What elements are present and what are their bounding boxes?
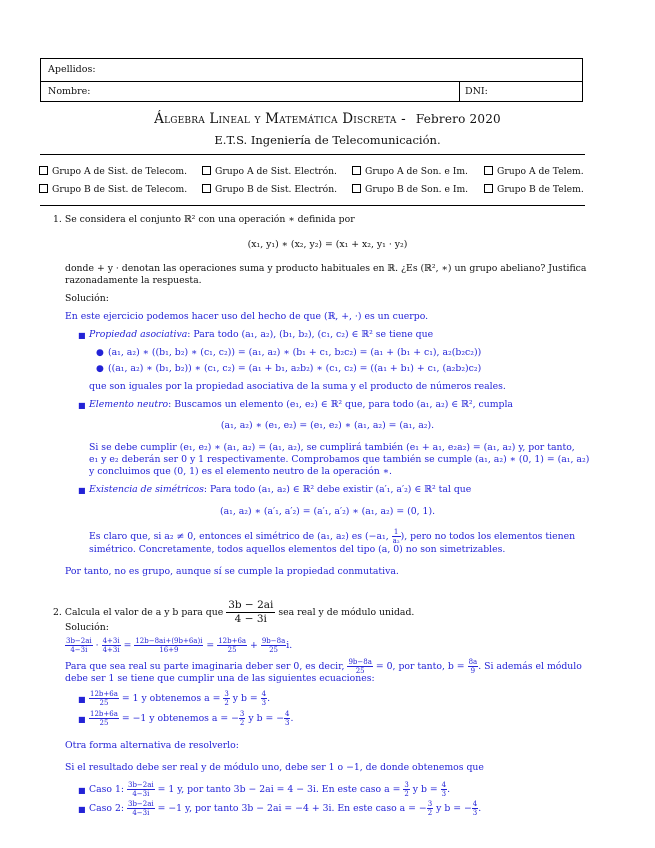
bullet-icon: ■: [78, 805, 86, 814]
course-title: Álgebra Lineal y Matemática Discreta -: [154, 111, 406, 127]
simetricos-p2: simétrico. Concretamente, todos aquellos elementos del tipo (a, 0) no son simetrizables.: [89, 544, 506, 555]
simetricos-p1: Es claro que, si a₂ ≠ 0, entonces el simétrico de (a₁, a₂) es (−a₁, $\frac{1}{\text{a₂}}$ ), pero no todos los elementos tienen: [89, 528, 576, 545]
checkbox-icon: [484, 184, 493, 193]
divider-top: [40, 154, 585, 155]
q2-p1: Para que sea real su parte imaginaria deber ser 0, es decir, $\frac{9b-8a}{25}$ = 0, por tanto, b = $\frac{8a}{9}$ . Si además el módulo: [65, 658, 582, 675]
bullet-icon: ■: [78, 715, 86, 724]
bullet-icon: ■: [78, 486, 86, 495]
q1-conclusion: Por tanto, no es grupo, aunque sí se cumple la propiedad conmutativa.: [65, 566, 399, 577]
simetricos-heading: Existencia de simétricos: Para todo (a₁, a₂) ∈ ℝ² debe existir (a′₁, a′₂) ∈ ℝ² tal que: [89, 484, 472, 495]
q2-main-fraction: $\frac{3b - 2ai}{4 - 3i}$: [228, 599, 274, 625]
checkbox-icon: [484, 166, 493, 175]
q1-question-l1: donde + y · denotan las operaciones suma y producto habituales en ℝ. ¿Es (ℝ², ∗) un grupo abeliano? Justifica: [65, 263, 587, 274]
q2-statement: 2. Calcula el valor de a y b para que $\frac{3b - 2ai}{4 - 3i}$ sea real y de módulo unidad.: [53, 599, 415, 625]
checkbox-icon: [39, 184, 48, 193]
q2-case1: Caso 1: $\frac{3b-2ai}{4-3i}$ = 1 y, por tanto 3b − 2ai = 4 − 3i. En este caso a = $\frac{3}{2}$ y b = $\frac{4}{3}$ .: [89, 781, 451, 798]
q2-alt2: Si el resultado debe ser real y de módulo uno, debe ser 1 o −1, de donde obtenemos que: [65, 762, 484, 773]
assoc-line-1: (a₁, a₂) ∗ ((b₁, b₂) ∗ (c₁, c₂)) = (a₁, a₂) ∗ (b₁ + c₁, b₂c₂) = (a₁ + (b₁ + c₁), a₂(b₂c₂)): [108, 347, 482, 358]
q1-question-l2: razonadamente la respuesta.: [65, 275, 202, 286]
group-checkbox[interactable]: Grupo B de Son. e Im.: [352, 184, 468, 195]
q1-statement: 1. Se considera el conjunto ℝ² con una operación ∗ definida por: [53, 214, 355, 225]
assoc-conclusion: que son iguales por la propiedad asociativa de la suma y el producto de números reales.: [89, 381, 506, 392]
group-checkbox[interactable]: Grupo A de Telem.: [484, 166, 584, 177]
checkbox-icon: [352, 184, 361, 193]
apellidos-row: [41, 59, 582, 82]
q2-p2: debe ser 1 se tiene que cumplir una de las siguientes ecuaciones:: [65, 673, 375, 684]
checkbox-icon: [202, 166, 211, 175]
neutro-p2: e₁ y e₂ deberán ser 0 y 1 respectivamente. Comprobamos que también se cumple (a₁, a₂) ∗ (0, 1) = (a₁, a₂): [89, 454, 590, 465]
group-checkbox[interactable]: Grupo A de Son. e Im.: [352, 166, 468, 177]
bullet-icon: ■: [78, 401, 86, 410]
apellidos-label: Apellidos:: [48, 64, 96, 75]
simetricos-formula: (a₁, a₂) ∗ (a′₁, a′₂) = (a′₁, a′₂) ∗ (a₁, a₂) = (0, 1).: [219, 506, 436, 517]
assoc-line-2: ((a₁, a₂) ∗ (b₁, b₂)) ∗ (c₁, c₂) = (a₁ + b₁, a₂b₂) ∗ (c₁, c₂) = ((a₁ + b₁) + c₁, (a₂b₂)c₂): [108, 363, 482, 374]
assoc-heading: Propiedad asociativa: Para todo (a₁, a₂), (b₁, b₂), (c₁, c₂) ∈ ℝ² se tiene que: [89, 329, 434, 340]
checkbox-icon: [39, 166, 48, 175]
neutro-heading: Elemento neutro: Buscamos un elemento (e₁, e₂) ∈ ℝ² que, para todo (a₁, a₂) ∈ ℝ², cumpla: [89, 399, 513, 410]
student-id-box: [40, 58, 583, 102]
q2-alt: Otra forma alternativa de resolverlo:: [65, 740, 239, 751]
q2-eq2: $\frac{12b+6a}{25}$ = −1 y obtenemos a = − $\frac{3}{2}$ y b = − $\frac{4}{3}$ .: [90, 710, 294, 727]
neutro-formula: (a₁, a₂) ∗ (e₁, e₂) = (e₁, e₂) ∗ (a₁, a₂) = (a₁, a₂).: [220, 420, 435, 431]
group-checkbox[interactable]: Grupo B de Telem.: [484, 184, 584, 195]
divider-groups: [40, 205, 585, 206]
dni-label: DNI:: [465, 86, 488, 97]
exam-date: Febrero 2020: [415, 112, 501, 126]
q1-intro: En este ejercicio podemos hacer uso del hecho de que (ℝ, +, ·) es un cuerpo.: [65, 311, 429, 322]
group-checkbox[interactable]: Grupo A de Sist. de Telecom.: [39, 166, 187, 177]
q2-case2: Caso 2: $\frac{3b-2ai}{4-3i}$ = −1 y, por tanto 3b − 2ai = −4 + 3i. En este caso a = − $\frac{3}{2}$ y b = − $\frac{4}{3}$ .: [89, 800, 482, 817]
checkbox-icon: [202, 184, 211, 193]
checkbox-icon: [352, 166, 361, 175]
group-checkbox[interactable]: Grupo A de Sist. Electrón.: [202, 166, 337, 177]
nombre-row: [41, 81, 582, 101]
group-checkbox[interactable]: Grupo B de Sist. de Telecom.: [39, 184, 187, 195]
neutro-p1: Si se debe cumplir (e₁, e₂) ∗ (a₁, a₂) = (a₁, a₂), se cumplirá también (e₁ + a₁, e₂a₂) = (a₁, a₂) y, por tanto,: [89, 442, 575, 453]
exam-title: [0, 111, 655, 127]
neutro-p3: y concluimos que (0, 1) es el elemento neutro de la operación ∗.: [89, 466, 392, 477]
group-checkbox[interactable]: Grupo B de Sist. Electrón.: [202, 184, 337, 195]
id-divider: [459, 81, 460, 101]
bullet-dot-icon: ●: [96, 364, 104, 374]
bullet-icon: ■: [78, 331, 86, 340]
school-name: E.T.S. Ingeniería de Telecomunicación.: [214, 133, 441, 147]
q2-calculation: $\frac{3b-2ai}{4-3i}$ · $\frac{4+3i}{4+3i}$ = $\frac{12b-8ai+(9b+6a)i}{16+9}$ = $\frac{12b+6a}{25}$ + $\frac{9b-8a}{25}$ i.: [66, 637, 293, 654]
nombre-label: Nombre:: [48, 86, 91, 97]
fraction: $\frac{1}{\text{a₂}}$: [392, 528, 400, 545]
bullet-icon: ■: [78, 786, 86, 795]
q2-eq1: $\frac{12b+6a}{25}$ = 1 y obtenemos a = $\frac{3}{2}$ y b = $\frac{4}{3}$ .: [90, 690, 271, 707]
q1-formula: (x₁, y₁) ∗ (x₂, y₂) = (x₁ + x₂, y₁ · y₂): [247, 239, 408, 250]
bullet-dot-icon: ●: [96, 348, 104, 358]
bullet-icon: ■: [78, 695, 86, 704]
q1-solution-label: Solución:: [65, 293, 109, 304]
q2-solution-label: Solución:: [65, 622, 109, 633]
